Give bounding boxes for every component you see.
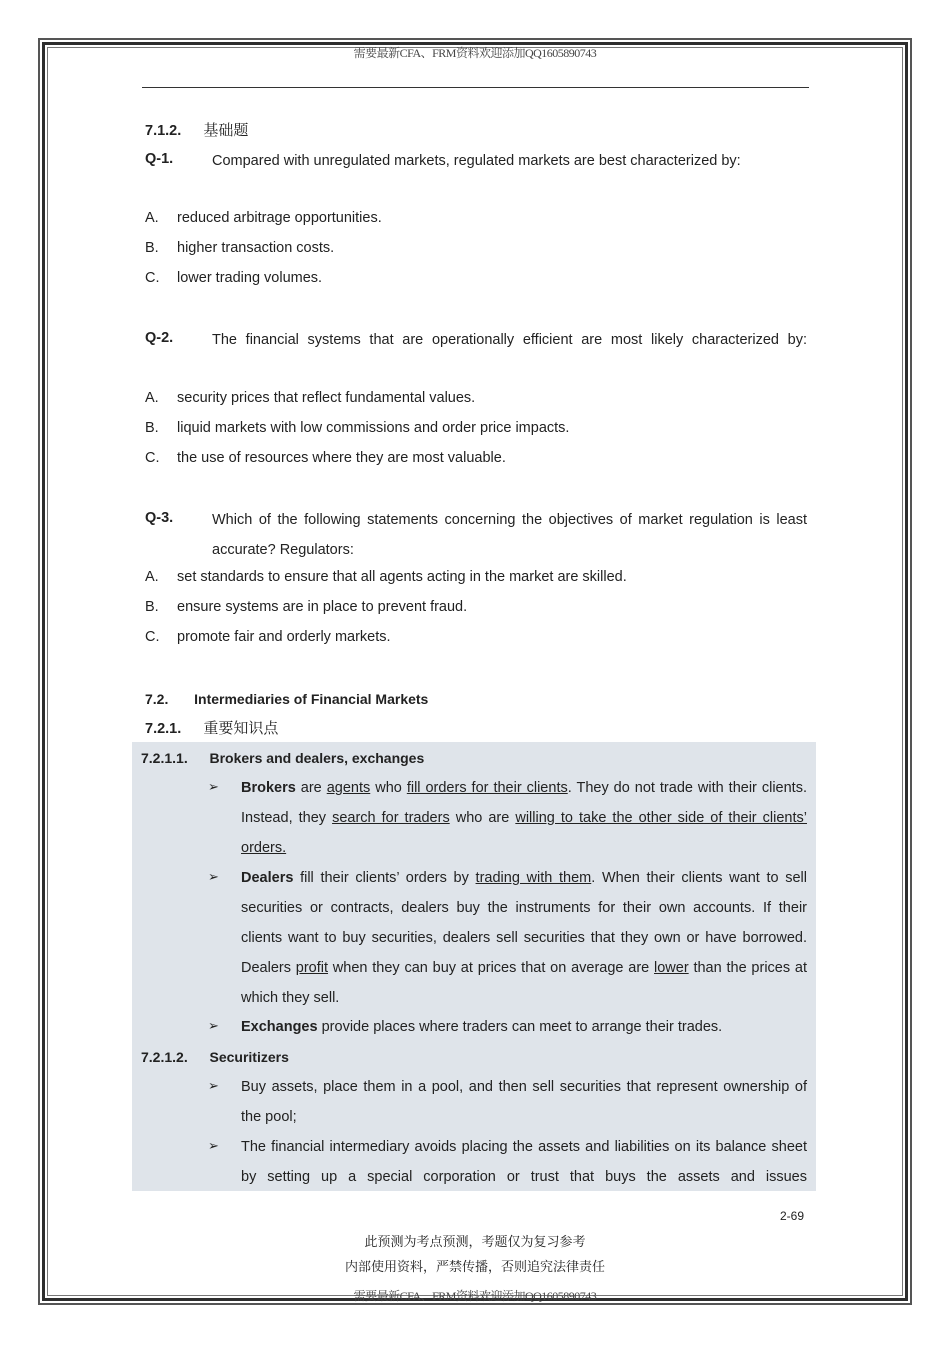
- option-letter: A.: [145, 569, 159, 585]
- question-3-option-a: [145, 569, 627, 585]
- option-letter: B.: [145, 599, 159, 615]
- question-3-option-c: [145, 629, 391, 645]
- option-letter: A.: [145, 210, 159, 226]
- footer-disclaimer-1: 此预测为考点预测，考题仅为复习参考: [364, 1235, 586, 1250]
- brokers-paragraph: [241, 773, 807, 863]
- question-2-option-a: [145, 390, 475, 406]
- section-7212-heading: [141, 1047, 289, 1067]
- option-letter: C.: [145, 450, 160, 466]
- option-text: set standards to ensure that all agents acting in the market are skilled.: [177, 569, 627, 585]
- option-text: ensure systems are in place to prevent fraud.: [177, 599, 468, 615]
- question-2-label: Q-2.: [145, 330, 174, 346]
- question-2-option-b: [145, 420, 569, 436]
- option-text: higher transaction costs.: [177, 240, 335, 256]
- option-text: the use of resources where they are most valuable.: [177, 450, 506, 466]
- underlined-run: fill orders for their clients: [406, 780, 568, 796]
- question-3-option-b: [145, 599, 467, 615]
- footer-watermark: 需要最新CFA、FRM资料欢迎添加QQ1605890743: [353, 1289, 597, 1303]
- section-72-heading: [145, 689, 428, 709]
- question-1-option-a: [145, 210, 382, 226]
- section-7212-title: Securitizers: [209, 1049, 289, 1065]
- text-run: fill their clients’ orders by: [293, 870, 476, 886]
- question-1-text: Compared with unregulated markets, regulated markets are best characterized by:: [212, 153, 741, 169]
- question-1-label: Q-1.: [145, 151, 174, 167]
- page-number: 2-69: [780, 1209, 805, 1223]
- question-3-text: Which of the following statements concerning the objectives of market regulation is least accurate? Regulators:: [212, 512, 807, 558]
- option-text: promote fair and orderly markets.: [177, 629, 391, 645]
- question-2-option-c: [145, 450, 506, 466]
- option-text: liquid markets with low commissions and order price impacts.: [177, 420, 570, 436]
- question-1-option-c: [145, 270, 322, 286]
- section-721-heading: [145, 718, 278, 739]
- text-run: . They do not trade with their clients. Instead, they: [241, 780, 807, 826]
- option-text: reduced arbitrage opportunities.: [177, 210, 382, 226]
- section-712-number: 7.1.2.: [145, 123, 182, 139]
- text-run: are: [295, 780, 327, 796]
- brokers-term: Brokers: [241, 780, 296, 796]
- option-text: lower trading volumes.: [177, 270, 323, 286]
- underlined-run: profit: [295, 960, 329, 976]
- text-run: provide places where traders can meet to arrange their trades.: [317, 1019, 723, 1035]
- bullet-arrow-icon: ➢: [208, 869, 219, 884]
- section-712-title: 基础题: [203, 121, 249, 139]
- text-run: when they can buy at prices that on average are: [328, 960, 655, 976]
- underlined-run: agents: [326, 780, 371, 796]
- option-text: security prices that reflect fundamental values.: [177, 390, 476, 406]
- securitizers-point-2: The financial intermediary avoids placing the assets and liabilities on its balance sheet by setting up a special corporation or trust that buys the assets and issues: [241, 1139, 807, 1185]
- section-7211-number: 7.2.1.1.: [141, 750, 188, 766]
- section-712-heading: [145, 120, 248, 141]
- underlined-run: trading with them: [475, 870, 592, 886]
- section-721-title: 重要知识点: [203, 719, 279, 737]
- bullet-arrow-icon: ➢: [208, 779, 219, 794]
- bullet-arrow-icon: ➢: [208, 1018, 219, 1033]
- footer-disclaimer-2: 内部使用资料，严禁传播，否则追究法律责任: [344, 1260, 605, 1275]
- option-letter: C.: [145, 629, 160, 645]
- section-72-title: Intermediaries of Financial Markets: [194, 691, 429, 707]
- option-letter: C.: [145, 270, 160, 286]
- bullet-arrow-icon: ➢: [208, 1078, 219, 1093]
- underlined-run: willing to take the other side of their clients’ orders.: [241, 810, 807, 856]
- section-7211-title: Brokers and dealers, exchanges: [209, 750, 425, 766]
- text-run: than the prices at which they sell.: [241, 960, 807, 1006]
- text-run: who: [370, 780, 407, 796]
- text-run: . When their clients want to sell securities or contracts, dealers buy the instruments for their own accounts. If their clients want to buy securities, dealers sell securities that they own or have borrowed. Dealers: [241, 870, 807, 976]
- dealers-paragraph: [241, 863, 807, 1013]
- exchanges-term: Exchanges: [241, 1019, 318, 1035]
- header-watermark: 需要最新CFA、FRM资料欢迎添加QQ1605890743: [353, 46, 597, 60]
- section-7211-heading: [141, 748, 424, 768]
- securitizers-point-1: Buy assets, place them in a pool, and then sell securities that represent ownership of the pool;: [241, 1079, 807, 1125]
- dealers-term: Dealers: [241, 870, 294, 886]
- underlined-run: search for traders: [332, 810, 450, 826]
- question-2-text: The financial systems that are operationally efficient are most likely characterized by:: [212, 332, 807, 348]
- bullet-arrow-icon: ➢: [208, 1138, 219, 1153]
- question-3-label: Q-3.: [145, 510, 174, 526]
- question-1-option-b: [145, 240, 334, 256]
- underlined-run: lower: [654, 960, 689, 976]
- section-721-number: 7.2.1.: [145, 721, 182, 737]
- section-72-number: 7.2.: [145, 691, 169, 707]
- exchanges-paragraph: [241, 1012, 807, 1042]
- option-letter: B.: [145, 420, 159, 436]
- section-7212-number: 7.2.1.2.: [141, 1049, 188, 1065]
- option-letter: B.: [145, 240, 159, 256]
- text-run: who are: [449, 810, 516, 826]
- option-letter: A.: [145, 390, 159, 406]
- header-rule: [142, 87, 809, 88]
